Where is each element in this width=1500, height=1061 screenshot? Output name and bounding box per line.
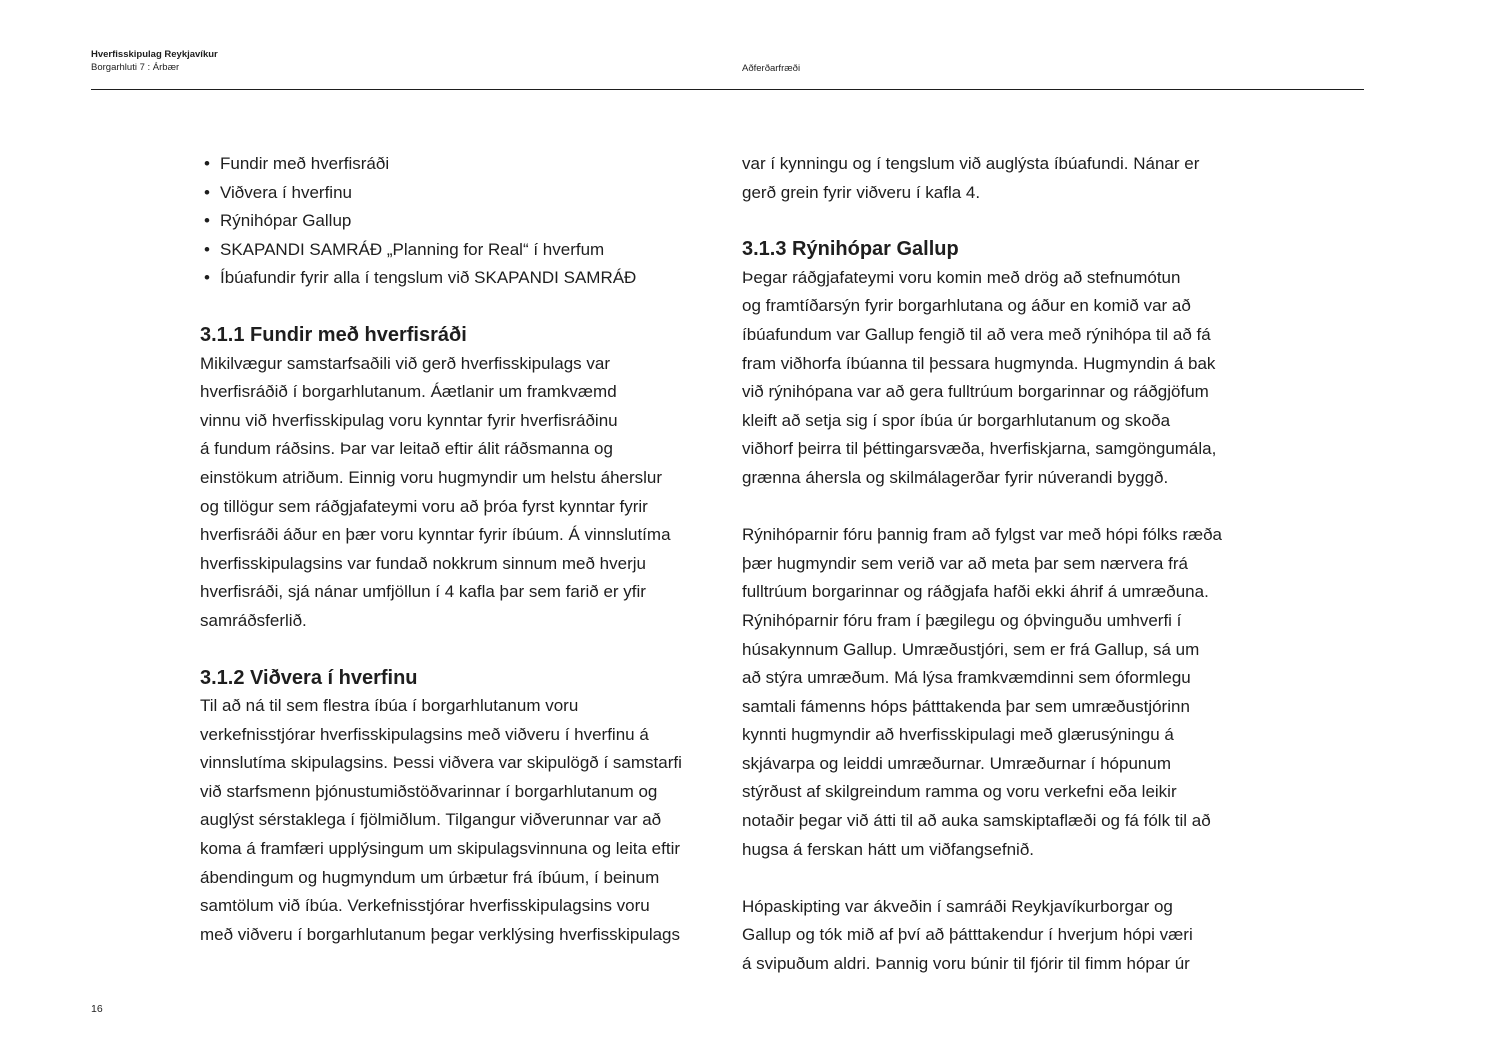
text-line: Til að ná til sem flestra íbúa í borgarhlutanum voru xyxy=(200,696,579,716)
text-line: hverfisráði, sjá nánar umfjöllun í 4 kafla þar sem farið er yfir xyxy=(200,582,646,602)
document-title: Hverfisskipulag Reykjavíkur xyxy=(91,49,218,60)
text-line: verkefnisstjórar hverfisskipulagsins með viðveru í hverfinu á xyxy=(200,724,649,744)
text-line: vinnu við hverfisskipulag voru kynntar fyrir hverfisráðinu xyxy=(200,410,618,430)
text-line: vinnslutíma skipulagsins. Þessi viðvera var skipulögð í samstarfi xyxy=(200,753,682,773)
text-line: húsakynnum Gallup. Umræðustjóri, sem er frá Gallup, sá um xyxy=(742,639,1200,659)
text-line: var í kynningu og í tengslum við auglýsta íbúafundi. Nánar er xyxy=(742,154,1200,173)
text-line: kynnti hugmyndir að hverfisskipulagi með glærusýningu á xyxy=(742,725,1174,745)
text-line: grænna áhersla og skilmálagerðar fyrir núverandi byggð. xyxy=(742,467,1169,487)
bullet-item: • SKAPANDI SAMRÁÐ „Planning for Real“ í hverfum xyxy=(200,236,725,265)
text-line: Gallup og tók mið af því að þátttakendur í hverjum hópi væri xyxy=(742,925,1193,945)
section-label: Aðferðarfræði xyxy=(742,63,801,74)
text-line: samráðsferlið. xyxy=(200,610,307,630)
section-heading-3-1-3: 3.1.3 Rýnihópar Gallup xyxy=(742,238,959,261)
paragraph-3-1-3-c xyxy=(742,893,1277,979)
text-line: fulltrúum borgarinnar og ráðgjafa hafði ekki áhrif á umræðuna. xyxy=(742,582,1209,602)
text-line: auglýst sérstaklega í fjölmiðlum. Tilgangur viðverunnar var að xyxy=(200,810,662,830)
bullet-list xyxy=(200,150,725,293)
text-line: og framtíðarsýn fyrir borgarhlutana og áður en komið var að xyxy=(742,296,1191,316)
running-header xyxy=(91,49,218,74)
paragraph-3-1-3-a xyxy=(742,264,1277,493)
text-line: á svipuðum aldri. Þannig voru búnir til fjórir til fimm hópar úr xyxy=(742,954,1190,974)
text-line: og tillögur sem ráðgjafateymi voru að þróa fyrst kynntar fyrir xyxy=(200,496,648,516)
text-line: hverfisráðið í borgarhlutanum. Áætlanir um framkvæmd xyxy=(200,382,617,402)
text-line: stýrðust af skilgreindum ramma og voru verkefni eða leikir xyxy=(742,782,1177,802)
text-line: ábendingum og hugmyndum um úrbætur frá íbúum, í beinum xyxy=(200,867,660,887)
text-line: koma á framfæri upplýsingum um skipulagsvinnuna og leita eftir xyxy=(200,839,681,859)
paragraph-3-1-2 xyxy=(200,692,725,949)
text-line: samtali fámenns hóps þátttakenda þar sem umræðustjórinn xyxy=(742,696,1190,716)
text-line: við starfsmenn þjónustumiðstöðvarinnar í borgarhlutanum og xyxy=(200,781,658,801)
text-line: kleift að setja sig í spor íbúa úr borgarhlutanum og skoða xyxy=(742,410,1171,430)
text-line: skjávarpa og leiddi umræðurnar. Umræðurnar í hópunum xyxy=(742,753,1171,773)
text-line: samtölum við íbúa. Verkefnisstjórar hverfisskipulagsins voru xyxy=(200,896,650,916)
left-column xyxy=(200,150,725,949)
text-line: einstökum atriðum. Einnig voru hugmyndir um helstu áherslur xyxy=(200,467,663,487)
text-line: fram viðhorfa íbúanna til þessara hugmynda. Hugmyndin á bak xyxy=(742,353,1216,373)
text-line: Hópaskipting var ákveðin í samráði Reykjavíkurborgar og xyxy=(742,896,1173,916)
paragraph-3-1-1 xyxy=(200,350,725,636)
text-line: Þegar ráðgjafateymi voru komin með drög að stefnumótun xyxy=(742,267,1181,287)
bullet-item: • Viðvera í hverfinu xyxy=(200,179,725,208)
header-divider xyxy=(91,89,1364,90)
bullet-item: • Íbúafundir fyrir alla í tengslum við SKAPANDI SAMRÁÐ xyxy=(200,264,725,293)
text-line: hverfisráði áður en þær voru kynntar fyrir íbúum. Á vinnslutíma xyxy=(200,525,671,545)
text-line: hverfisskipulagsins var fundað nokkrum sinnum með hverju xyxy=(200,553,646,573)
text-line: gerð grein fyrir viðveru í kafla 4. xyxy=(742,182,981,202)
section-heading-3-1-2: 3.1.2 Viðvera í hverfinu xyxy=(200,666,418,689)
page-number: 16 xyxy=(91,1003,103,1015)
text-line: Rýnihóparnir fóru fram í þægilegu og óþvinguðu umhverfi í xyxy=(742,610,1182,630)
text-line: Mikilvægur samstarfsaðili við gerð hverfisskipulags var xyxy=(200,353,611,373)
text-line: íbúafundum var Gallup fengið til að vera með rýnihópa til að fá xyxy=(742,324,1211,344)
section-heading-3-1-1: 3.1.1 Fundir með hverfisráði xyxy=(200,323,467,346)
bullet-item: • Rýnihópar Gallup xyxy=(200,207,725,236)
document-subtitle: Borgarhluti 7 : Árbær xyxy=(91,61,180,73)
text-line: á fundum ráðsins. Þar var leitað eftir álit ráðsmanna og xyxy=(200,439,613,459)
text-line: að stýra umræðum. Má lýsa framkvæmdinni sem óformlegu xyxy=(742,668,1191,688)
paragraph-3-1-3-b xyxy=(742,521,1277,864)
text-line: við rýnihópana var að gera fulltrúum borgarinnar og ráðgjöfum xyxy=(742,382,1209,402)
text-line: með viðveru í borgarhlutanum þegar verklýsing hverfisskipulags xyxy=(200,924,681,944)
text-line: viðhorf þeirra til þéttingarsvæða, hverfiskjarna, samgöngumála, xyxy=(742,439,1217,459)
text-line: Rýnihóparnir fóru þannig fram að fylgst var með hópi fólks ræða xyxy=(742,525,1223,545)
text-line: notaðir þegar við átti til að auka samskiptaflæði og fá fólk til að xyxy=(742,811,1211,831)
right-column xyxy=(742,150,1277,979)
continuation-paragraph xyxy=(742,150,1277,207)
bullet-item: • Fundir með hverfisráði xyxy=(200,150,725,179)
text-line: hugsa á ferskan hátt um viðfangsefnið. xyxy=(742,839,1035,859)
text-line: þær hugmyndir sem verið var að meta þar sem nærvera frá xyxy=(742,553,1188,573)
